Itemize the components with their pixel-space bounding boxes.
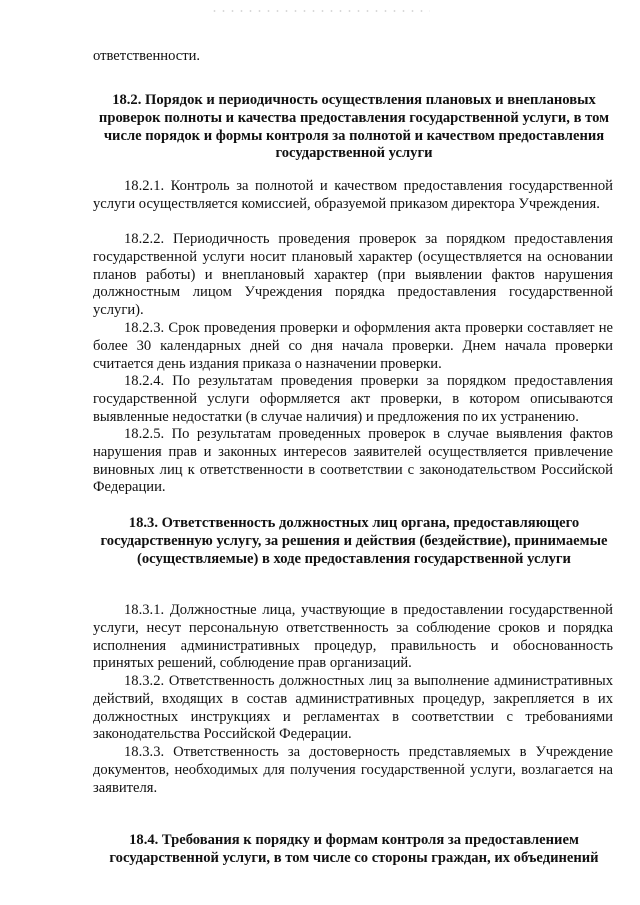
paragraph-18-2-4: 18.2.4. По результатам проведения проверки за порядком предоставления государственной услуги оформляется акт проверки, в котором описываются выявленные недостатки (в случае наличия) и предложения по их устранению. [93, 373, 613, 425]
section-18-2-heading: 18.2. Порядок и периодичность осуществления плановых и внеплановых проверок полноты и качества предоставления государственной услуги, в том числе порядок и формы контроля за полнотой и качеством предоставления государственной услуги [98, 92, 610, 162]
paragraph-18-3-1: 18.3.1. Должностные лица, участвующие в предоставлении государственной услуги, несут персональную ответственность за соблюдение сроков и порядка исполнения административных процедур, правильность и обоснованность принятых решений, соблюдение прав организаций. [93, 602, 613, 672]
scan-artifact-dots [210, 8, 430, 14]
paragraph-18-3-3: 18.3.3. Ответственность за достоверность представляемых в Учреждение документов, необходимых для получения государственной услуги, возлагается на заявителя. [93, 744, 613, 796]
paragraph-18-2-3: 18.2.3. Срок проведения проверки и оформления акта проверки составляет не более 30 календарных дней со дня начала проверки. Днем начала проверки считается день издания приказа о назначении проверки. [93, 320, 613, 372]
paragraph-18-2-1: 18.2.1. Контроль за полнотой и качеством предоставления государственной услуги осуществляется комиссией, образуемой приказом директора Учреждения. [93, 178, 613, 212]
paragraph-18-2-2: 18.2.2. Периодичность проведения проверок за порядком предоставления государственной услуги носит плановый характер (осуществляется на основании планов работы) и внеплановый характер (при выявлении фактов нарушения должностным лицом Учреждения порядка предоставления государственной услуги). [93, 231, 613, 319]
paragraph-18-2-5: 18.2.5. По результатам проведенных проверок в случае выявления фактов нарушения прав и законных интересов заявителей осуществляется привлечение виновных лиц к ответственности в соответствии с законодательством Российской Федерации. [93, 426, 613, 496]
section-18-3-heading: 18.3. Ответственность должностных лиц органа, предоставляющего государственную услугу, за решения и действия (бездействие), принимаемые (осуществляемые) в ходе предоставления государственной услуги [100, 515, 608, 567]
continuation-text: ответственности. [93, 48, 201, 64]
section-18-4-heading: 18.4. Требования к порядку и формам контроля за предоставлением государственной услуги, в том числе со стороны граждан, их объединений [109, 832, 599, 866]
paragraph-18-3-2: 18.3.2. Ответственность должностных лиц за выполнение административных действий, входящих в состав административных процедур, закрепляется в их должностных инструкциях и регламентах в соответствии с требованиями законодательства Российской Федерации. [93, 673, 613, 743]
